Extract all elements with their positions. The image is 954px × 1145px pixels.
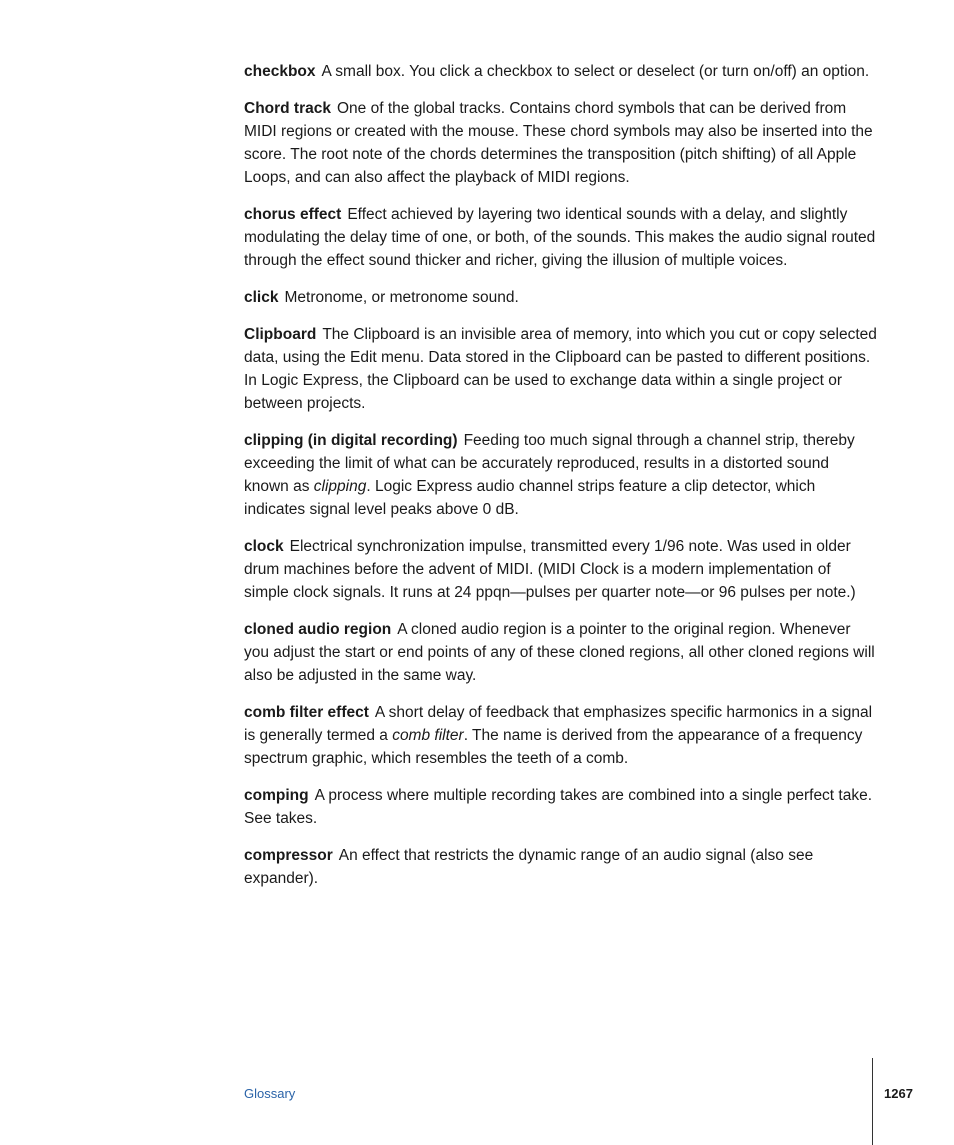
definition-text: A small box. You click a checkbox to select or deselect (or turn on/off) an option.: [321, 63, 870, 80]
glossary-entry: [244, 60, 878, 83]
definition-text: A process where multiple recording takes are combined into a single perfect take. See takes.: [244, 787, 873, 827]
definition-text: An effect that restricts the dynamic range of an audio signal (also see expander).: [244, 847, 814, 887]
glossary-term: clipping (in digital recording): [244, 432, 458, 449]
definition-text: The Clipboard is an invisible area of memory, into which you cut or copy selected data, using the Edit menu. Data stored in the Clipboard can be pasted to different positions. In Logic Express, the Clipboard can be used to exchange data within a single project or between projects.: [244, 326, 877, 412]
glossary-entry: [244, 535, 878, 604]
glossary-entry: [244, 784, 878, 830]
glossary-entries: [244, 60, 878, 904]
page-number: 1267: [884, 1086, 913, 1101]
glossary-term: chorus effect: [244, 206, 342, 223]
glossary-term: checkbox: [244, 63, 316, 80]
glossary-entry: [244, 844, 878, 890]
footer-divider: [872, 1058, 873, 1145]
definition-text: Feeding too much signal through a channel strip, thereby exceeding the limit of what can be accurately reproduced, results in a distorted sound known as: [244, 432, 855, 495]
glossary-entry: [244, 429, 878, 521]
glossary-entry: [244, 97, 878, 189]
glossary-term: comping: [244, 787, 309, 804]
glossary-term: Chord track: [244, 100, 331, 117]
footer-section-label: Glossary: [244, 1086, 296, 1101]
glossary-entry: [244, 323, 878, 415]
glossary-term: click: [244, 289, 279, 306]
glossary-term: compressor: [244, 847, 333, 864]
glossary-term: Clipboard: [244, 326, 317, 343]
definition-text: Effect achieved by layering two identical sounds with a delay, and slightly modulating the delay time of one, or both, of the sounds. This makes the audio signal routed through the effect sound thicker and richer, giving the illusion of multiple voices.: [244, 206, 876, 269]
definition-text: A short delay of feedback that emphasizes specific harmonics in a signal is generally termed a: [244, 704, 873, 744]
definition-text: A cloned audio region is a pointer to the original region. Whenever you adjust the start or end points of any of these cloned regions, all other cloned regions will also be adjusted in the same way.: [244, 621, 875, 684]
definition-text: . The name is derived from the appearance of a frequency spectrum graphic, which resembles the teeth of a comb.: [244, 727, 863, 767]
definition-text: Electrical synchronization impulse, transmitted every 1/96 note. Was used in older drum machines before the advent of MIDI. (MIDI Clock is a modern implementation of simple clock signals. It runs at 24 ppqn—pulses per quarter note—or 96 pulses per note.): [244, 538, 856, 601]
glossary-entry: [244, 701, 878, 770]
definition-emphasis: clipping: [313, 478, 367, 495]
glossary-entry: [244, 286, 878, 309]
glossary-entry: [244, 618, 878, 687]
definition-text: Metronome, or metronome sound.: [284, 289, 519, 306]
glossary-term: clock: [244, 538, 284, 555]
glossary-term: cloned audio region: [244, 621, 392, 638]
definition-text: One of the global tracks. Contains chord symbols that can be derived from MIDI regions or created with the mouse. These chord symbols may also be inserted into the score. The root note of the chords determines the transposition (pitch shifting) of all Apple Loops, and can also affect the playback of MIDI regions.: [244, 100, 873, 186]
definition-emphasis: comb filter: [392, 727, 464, 744]
definition-text: . Logic Express audio channel strips feature a clip detector, which indicates signal level peaks above 0 dB.: [244, 478, 816, 518]
glossary-term: comb filter effect: [244, 704, 369, 721]
glossary-entry: [244, 203, 878, 272]
